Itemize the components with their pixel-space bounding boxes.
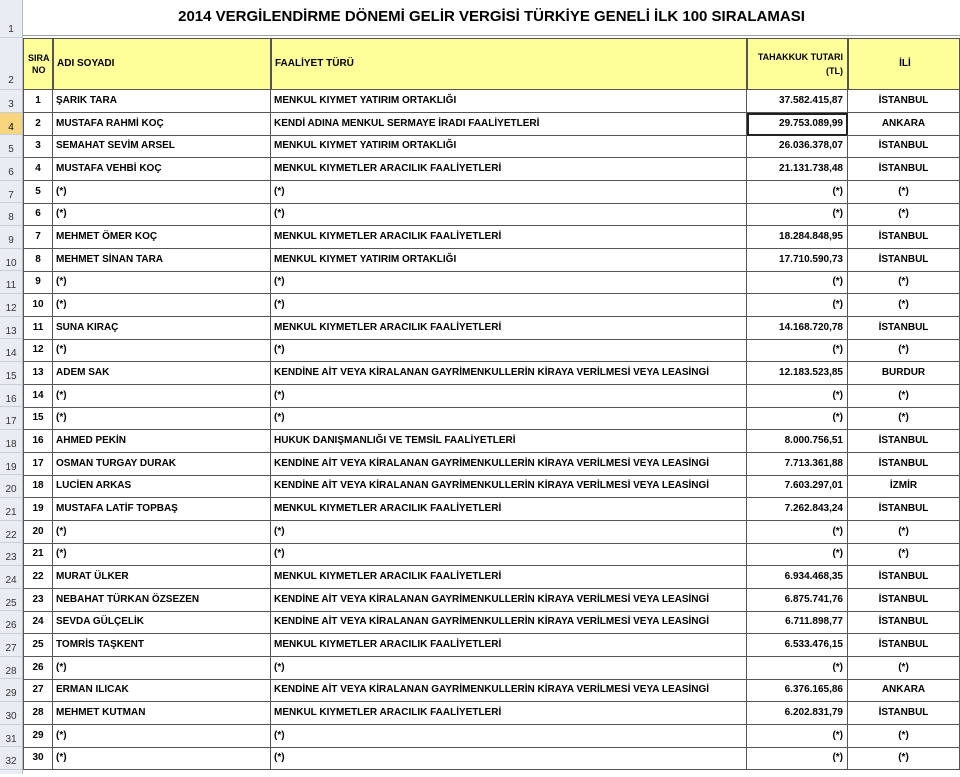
row-number-10[interactable]: 10 xyxy=(0,249,22,272)
cell-sira-no[interactable]: 13 xyxy=(23,362,53,385)
cell-amount[interactable]: (*) xyxy=(747,725,848,748)
cell-amount[interactable]: 6.202.831,79 xyxy=(747,702,848,725)
row-number-30[interactable]: 30 xyxy=(0,702,22,725)
row-number-9[interactable]: 9 xyxy=(0,226,22,249)
cell-activity[interactable]: (*) xyxy=(271,294,747,317)
cell-sira-no[interactable]: 30 xyxy=(23,747,53,770)
cell-city[interactable]: (*) xyxy=(848,407,960,430)
cell-sira-no[interactable]: 29 xyxy=(23,725,53,748)
cell-name[interactable]: (*) xyxy=(53,385,271,408)
header-name-label: ADI SOYADI xyxy=(57,58,115,69)
row-number-32[interactable]: 32 xyxy=(0,747,22,770)
header-activity-label: FAALİYET TÜRÜ xyxy=(275,58,354,69)
header-name[interactable] xyxy=(53,38,271,90)
cell-amount[interactable]: (*) xyxy=(747,181,848,204)
cell-city[interactable]: (*) xyxy=(848,521,960,544)
header-activity[interactable] xyxy=(271,38,747,90)
cell-activity[interactable]: MENKUL KIYMETLER ARACILIK FAALİYETLERİ xyxy=(271,566,747,589)
cell-amount[interactable]: 29.753.089,99 xyxy=(747,113,848,136)
cell-city[interactable]: (*) xyxy=(848,747,960,770)
table-row xyxy=(23,158,960,181)
cell-name[interactable]: TOMRİS TAŞKENT xyxy=(53,634,271,657)
cell-sira-no[interactable]: 8 xyxy=(23,249,53,272)
table-row xyxy=(23,362,960,385)
cell-activity[interactable]: MENKUL KIYMETLER ARACILIK FAALİYETLERİ xyxy=(271,158,747,181)
row-number-22[interactable]: 22 xyxy=(0,521,22,544)
cell-city[interactable]: (*) xyxy=(848,725,960,748)
cell-sira-no[interactable]: 12 xyxy=(23,339,53,362)
header-city-label: İLİ xyxy=(899,58,911,69)
cell-activity[interactable]: (*) xyxy=(271,407,747,430)
cell-sira-no[interactable]: 21 xyxy=(23,543,53,566)
row-number-16[interactable]: 16 xyxy=(0,385,22,408)
table-row xyxy=(23,543,960,566)
cell-city[interactable]: İSTANBUL xyxy=(848,634,960,657)
row-number-5[interactable]: 5 xyxy=(0,135,22,158)
header-sira-line1: SIRA xyxy=(28,53,50,63)
row-number-17[interactable]: 17 xyxy=(0,407,22,430)
cell-name[interactable]: LUCİEN ARKAS xyxy=(53,475,271,498)
row-number-13[interactable]: 13 xyxy=(0,317,22,340)
row-number-26[interactable]: 26 xyxy=(0,611,22,634)
table-row xyxy=(23,589,960,612)
table-row xyxy=(23,385,960,408)
cell-sira-no[interactable]: 11 xyxy=(23,317,53,340)
row-number-6[interactable]: 6 xyxy=(0,158,22,181)
cell-name[interactable]: MUSTAFA VEHBİ KOÇ xyxy=(53,158,271,181)
cell-activity[interactable]: MENKUL KIYMETLER ARACILIK FAALİYETLERİ xyxy=(271,702,747,725)
header-sira-line2: NO xyxy=(32,65,46,75)
sheet-grid xyxy=(23,0,960,774)
table-row xyxy=(23,135,960,158)
cell-name[interactable]: SEMAHAT SEVİM ARSEL xyxy=(53,135,271,158)
cell-activity[interactable]: KENDİNE AİT VEYA KİRALANAN GAYRİMENKULLERİN KİRAYA VERİLMESİ VEYA LEASİNGİ xyxy=(271,362,747,385)
row-number-19[interactable]: 19 xyxy=(0,453,22,476)
cell-sira-no[interactable]: 19 xyxy=(23,498,53,521)
table-row xyxy=(23,634,960,657)
cell-activity[interactable]: (*) xyxy=(271,725,747,748)
cell-name[interactable]: MURAT ÜLKER xyxy=(53,566,271,589)
cell-name[interactable]: OSMAN TURGAY DURAK xyxy=(53,453,271,476)
cell-name[interactable]: (*) xyxy=(53,203,271,226)
cell-name[interactable]: MUSTAFA RAHMİ KOÇ xyxy=(53,113,271,136)
cell-name[interactable]: (*) xyxy=(53,657,271,680)
cell-city[interactable]: İSTANBUL xyxy=(848,158,960,181)
cell-sira-no[interactable]: 3 xyxy=(23,135,53,158)
cell-name[interactable]: NEBAHAT TÜRKAN ÖZSEZEN xyxy=(53,589,271,612)
cell-amount[interactable]: 14.168.720,78 xyxy=(747,317,848,340)
cell-activity[interactable]: KENDİNE AİT VEYA KİRALANAN GAYRİMENKULLERİN KİRAYA VERİLMESİ VEYA LEASİNGİ xyxy=(271,589,747,612)
cell-sira-no[interactable]: 18 xyxy=(23,475,53,498)
cell-amount[interactable]: 12.183.523,85 xyxy=(747,362,848,385)
cell-amount[interactable]: 26.036.378,07 xyxy=(747,135,848,158)
cell-activity[interactable]: (*) xyxy=(271,543,747,566)
cell-city[interactable]: İSTANBUL xyxy=(848,430,960,453)
cell-amount[interactable]: (*) xyxy=(747,339,848,362)
cell-activity[interactable]: KENDİNE AİT VEYA KİRALANAN GAYRİMENKULLERİN KİRAYA VERİLMESİ VEYA LEASİNGİ xyxy=(271,679,747,702)
table-row xyxy=(23,498,960,521)
cell-city[interactable]: İSTANBUL xyxy=(848,566,960,589)
table-row xyxy=(23,113,960,136)
cell-sira-no[interactable]: 25 xyxy=(23,634,53,657)
table-row xyxy=(23,339,960,362)
row-number-24[interactable]: 24 xyxy=(0,566,22,589)
cell-city[interactable]: (*) xyxy=(848,203,960,226)
cell-activity[interactable]: HUKUK DANIŞMANLIĞI VE TEMSİL FAALİYETLERİ xyxy=(271,430,747,453)
table-row xyxy=(23,294,960,317)
cell-amount[interactable]: (*) xyxy=(747,747,848,770)
cell-name[interactable]: (*) xyxy=(53,725,271,748)
row-number-27[interactable]: 27 xyxy=(0,634,22,657)
row-number-31[interactable]: 31 xyxy=(0,725,22,748)
row-number-29[interactable]: 29 xyxy=(0,679,22,702)
row-number-25[interactable]: 25 xyxy=(0,589,22,612)
cell-name[interactable]: (*) xyxy=(53,747,271,770)
cell-activity[interactable]: (*) xyxy=(271,747,747,770)
cell-name[interactable]: (*) xyxy=(53,407,271,430)
cell-name[interactable]: (*) xyxy=(53,271,271,294)
row-number-8[interactable]: 8 xyxy=(0,203,22,226)
header-amount-line2: (TL) xyxy=(826,66,843,76)
cell-name[interactable]: (*) xyxy=(53,339,271,362)
cell-activity[interactable]: (*) xyxy=(271,339,747,362)
table-row xyxy=(23,271,960,294)
table-row xyxy=(23,475,960,498)
cell-city[interactable]: İSTANBUL xyxy=(848,453,960,476)
table-row xyxy=(23,702,960,725)
row-number-18[interactable]: 18 xyxy=(0,430,22,453)
cell-sira-no[interactable]: 24 xyxy=(23,611,53,634)
cell-city[interactable]: İSTANBUL xyxy=(848,135,960,158)
cell-activity[interactable]: KENDİNE AİT VEYA KİRALANAN GAYRİMENKULLERİN KİRAYA VERİLMESİ VEYA LEASİNGİ xyxy=(271,611,747,634)
row-number-1[interactable]: 1 xyxy=(0,0,22,38)
cell-name[interactable]: ŞARIK TARA xyxy=(53,90,271,113)
cell-amount[interactable]: 21.131.738,48 xyxy=(747,158,848,181)
table-row xyxy=(23,679,960,702)
cell-sira-no[interactable]: 26 xyxy=(23,657,53,680)
cell-sira-no[interactable]: 16 xyxy=(23,430,53,453)
cell-activity[interactable]: (*) xyxy=(271,271,747,294)
cell-name[interactable]: MEHMET ÖMER KOÇ xyxy=(53,226,271,249)
cell-name[interactable]: MUSTAFA LATİF TOPBAŞ xyxy=(53,498,271,521)
cell-sira-no[interactable]: 27 xyxy=(23,679,53,702)
row-number-28[interactable]: 28 xyxy=(0,657,22,680)
cell-amount[interactable]: (*) xyxy=(747,271,848,294)
cell-sira-no[interactable]: 22 xyxy=(23,566,53,589)
cell-name[interactable]: (*) xyxy=(53,294,271,317)
cell-sira-no[interactable]: 20 xyxy=(23,521,53,544)
cell-city[interactable]: İSTANBUL xyxy=(848,611,960,634)
cell-activity[interactable]: (*) xyxy=(271,181,747,204)
cell-activity[interactable]: MENKUL KIYMETLER ARACILIK FAALİYETLERİ xyxy=(271,317,747,340)
row-number-2[interactable]: 2 xyxy=(0,38,22,90)
cell-name[interactable]: MEHMET SİNAN TARA xyxy=(53,249,271,272)
cell-amount[interactable]: 6.533.476,15 xyxy=(747,634,848,657)
cell-sira-no[interactable]: 1 xyxy=(23,90,53,113)
cell-amount[interactable]: 37.582.415,87 xyxy=(747,90,848,113)
cell-name[interactable]: (*) xyxy=(53,181,271,204)
cell-amount[interactable]: 7.713.361,88 xyxy=(747,453,848,476)
cell-activity[interactable]: (*) xyxy=(271,657,747,680)
cell-sira-no[interactable]: 4 xyxy=(23,158,53,181)
cell-amount[interactable]: 6.875.741,76 xyxy=(747,589,848,612)
row-number-14[interactable]: 14 xyxy=(0,339,22,362)
row-number-4[interactable]: 4 xyxy=(0,113,22,136)
cell-city[interactable]: İZMİR xyxy=(848,475,960,498)
cell-amount[interactable]: (*) xyxy=(747,407,848,430)
cell-activity[interactable]: MENKUL KIYMET YATIRIM ORTAKLIĞI xyxy=(271,249,747,272)
sheet-title[interactable]: 2014 VERGİLENDİRME DÖNEMİ GELİR VERGİSİ TÜRKİYE GENELİ İLK 100 SIRALAMASI xyxy=(23,0,960,36)
table-row xyxy=(23,521,960,544)
cell-amount[interactable]: (*) xyxy=(747,294,848,317)
cell-amount[interactable]: 6.934.468,35 xyxy=(747,566,848,589)
table-row xyxy=(23,90,960,113)
cell-city[interactable]: İSTANBUL xyxy=(848,226,960,249)
table-row xyxy=(23,249,960,272)
cell-sira-no[interactable]: 7 xyxy=(23,226,53,249)
cell-sira-no[interactable]: 14 xyxy=(23,385,53,408)
row-number-15[interactable]: 15 xyxy=(0,362,22,385)
cell-name[interactable]: ADEM SAK xyxy=(53,362,271,385)
table-row xyxy=(23,725,960,748)
cell-amount[interactable]: (*) xyxy=(747,521,848,544)
cell-activity[interactable]: (*) xyxy=(271,521,747,544)
table-row xyxy=(23,203,960,226)
cell-activity[interactable]: KENDİNE AİT VEYA KİRALANAN GAYRİMENKULLERİN KİRAYA VERİLMESİ VEYA LEASİNGİ xyxy=(271,475,747,498)
table-row xyxy=(23,430,960,453)
cell-activity[interactable]: KENDİ ADINA MENKUL SERMAYE İRADI FAALİYETLERİ xyxy=(271,113,747,136)
cell-city[interactable]: (*) xyxy=(848,181,960,204)
row-number-20[interactable]: 20 xyxy=(0,475,22,498)
cell-city[interactable]: (*) xyxy=(848,339,960,362)
cell-name[interactable]: MEHMET KUTMAN xyxy=(53,702,271,725)
row-number-11[interactable]: 11 xyxy=(0,271,22,294)
row-number-12[interactable]: 12 xyxy=(0,294,22,317)
header-sira-no[interactable] xyxy=(23,38,53,90)
header-amount-line1: TAHAKKUK TUTARI xyxy=(757,52,843,62)
cell-amount[interactable]: (*) xyxy=(747,657,848,680)
cell-city[interactable]: ANKARA xyxy=(848,679,960,702)
table-row xyxy=(23,407,960,430)
cell-name[interactable]: AHMED PEKİN xyxy=(53,430,271,453)
cell-city[interactable]: İSTANBUL xyxy=(848,498,960,521)
cell-city[interactable]: İSTANBUL xyxy=(848,317,960,340)
cell-sira-no[interactable]: 17 xyxy=(23,453,53,476)
cell-activity[interactable]: KENDİNE AİT VEYA KİRALANAN GAYRİMENKULLERİN KİRAYA VERİLMESİ VEYA LEASİNGİ xyxy=(271,453,747,476)
cell-amount[interactable]: 7.603.297,01 xyxy=(747,475,848,498)
cell-activity[interactable]: MENKUL KIYMET YATIRIM ORTAKLIĞI xyxy=(271,90,747,113)
row-number-3[interactable]: 3 xyxy=(0,90,22,113)
cell-city[interactable]: İSTANBUL xyxy=(848,249,960,272)
table-row xyxy=(23,611,960,634)
cell-name[interactable]: SEVDA GÜLÇELİK xyxy=(53,611,271,634)
row-number-7[interactable]: 7 xyxy=(0,181,22,204)
cell-sira-no[interactable]: 2 xyxy=(23,113,53,136)
cell-activity[interactable]: MENKUL KIYMETLER ARACILIK FAALİYETLERİ xyxy=(271,634,747,657)
cell-sira-no[interactable]: 15 xyxy=(23,407,53,430)
cell-amount[interactable]: (*) xyxy=(747,203,848,226)
cell-city[interactable]: ANKARA xyxy=(848,113,960,136)
row-number-23[interactable]: 23 xyxy=(0,543,22,566)
cell-city[interactable]: (*) xyxy=(848,543,960,566)
cell-activity[interactable]: MENKUL KIYMETLER ARACILIK FAALİYETLERİ xyxy=(271,498,747,521)
cell-amount[interactable]: 18.284.848,95 xyxy=(747,226,848,249)
cell-amount[interactable]: 7.262.843,24 xyxy=(747,498,848,521)
table-row xyxy=(23,453,960,476)
cell-name[interactable]: ERMAN ILICAK xyxy=(53,679,271,702)
cell-city[interactable]: İSTANBUL xyxy=(848,90,960,113)
cell-amount[interactable]: 6.376.165,86 xyxy=(747,679,848,702)
cell-city[interactable]: İSTANBUL xyxy=(848,589,960,612)
cell-city[interactable]: BURDUR xyxy=(848,362,960,385)
cell-city[interactable]: (*) xyxy=(848,294,960,317)
cell-activity[interactable]: MENKUL KIYMETLER ARACILIK FAALİYETLERİ xyxy=(271,226,747,249)
header-city[interactable] xyxy=(848,38,960,90)
cell-name[interactable]: SUNA KIRAÇ xyxy=(53,317,271,340)
cell-amount[interactable]: (*) xyxy=(747,385,848,408)
cell-amount[interactable]: (*) xyxy=(747,543,848,566)
cell-sira-no[interactable]: 28 xyxy=(23,702,53,725)
table-row xyxy=(23,317,960,340)
cell-city[interactable]: (*) xyxy=(848,385,960,408)
cell-sira-no[interactable]: 23 xyxy=(23,589,53,612)
cell-amount[interactable]: 8.000.756,51 xyxy=(747,430,848,453)
cell-activity[interactable]: (*) xyxy=(271,385,747,408)
header-amount[interactable] xyxy=(747,38,848,90)
cell-city[interactable]: İSTANBUL xyxy=(848,702,960,725)
cell-name[interactable]: (*) xyxy=(53,543,271,566)
cell-city[interactable]: (*) xyxy=(848,271,960,294)
table-row xyxy=(23,226,960,249)
cell-sira-no[interactable]: 6 xyxy=(23,203,53,226)
cell-sira-no[interactable]: 5 xyxy=(23,181,53,204)
table-row xyxy=(23,566,960,589)
row-number-21[interactable]: 21 xyxy=(0,498,22,521)
cell-name[interactable]: (*) xyxy=(53,521,271,544)
table-row xyxy=(23,747,960,770)
cell-activity[interactable]: (*) xyxy=(271,203,747,226)
cell-amount[interactable]: 17.710.590,73 xyxy=(747,249,848,272)
row-header-column xyxy=(0,0,23,774)
cell-city[interactable]: (*) xyxy=(848,657,960,680)
cell-amount[interactable]: 6.711.898,77 xyxy=(747,611,848,634)
table-row xyxy=(23,181,960,204)
cell-activity[interactable]: MENKUL KIYMET YATIRIM ORTAKLIĞI xyxy=(271,135,747,158)
table-row xyxy=(23,657,960,680)
cell-sira-no[interactable]: 10 xyxy=(23,294,53,317)
cell-sira-no[interactable]: 9 xyxy=(23,271,53,294)
